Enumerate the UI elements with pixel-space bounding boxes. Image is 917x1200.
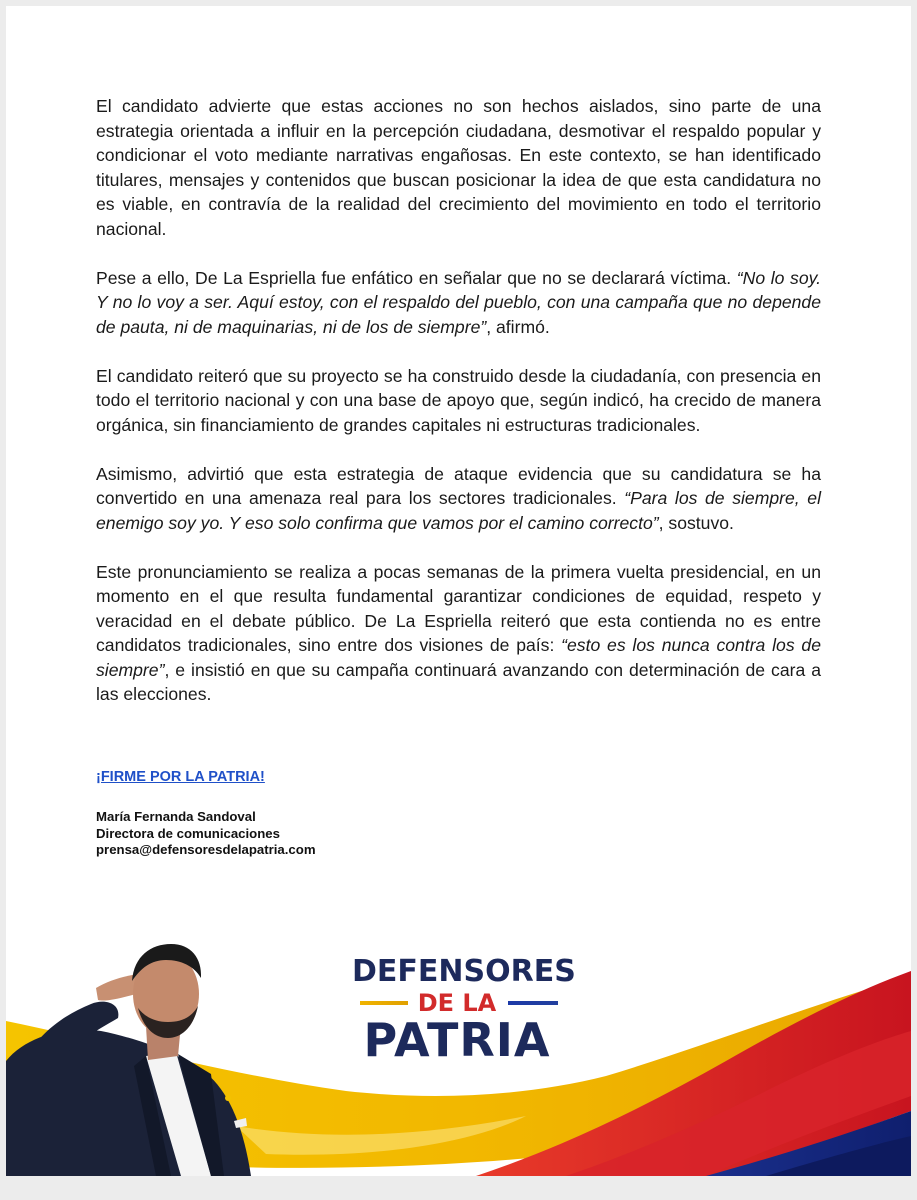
document-page bbox=[6, 6, 911, 1176]
press-release-body bbox=[96, 94, 821, 731]
defensores-de-la-patria-logo bbox=[352, 954, 576, 1067]
paragraph-4-text-a: Asimismo, advirtió que esta estrategia de ataque evidencia que su candidatura se ha convertido en una amenaza real para los sectores tradicionales. bbox=[96, 463, 821, 508]
paragraph-4-text-b: , sostuvo. bbox=[658, 512, 734, 533]
paragraph-3: El candidato reiteró que su proyecto se ha construido desde la ciudadanía, con presencia en todo el territorio nacional y con una base de apoyo que, según indicó, ha crecido de manera orgánica, sin financiamiento de grandes capitales ni estructuras tradicionales. bbox=[96, 365, 821, 435]
paragraph-4 bbox=[96, 462, 821, 536]
paragraph-2 bbox=[96, 266, 821, 340]
signature-block bbox=[96, 809, 316, 859]
signature-title: Directora de comunicaciones bbox=[96, 825, 280, 841]
paragraph-5-text-b: , e insistió en que su campaña continuará avanzando con determinación de cara a las elecciones. bbox=[96, 659, 821, 704]
paragraph-5-quote: “esto es los nunca contra los de siempre” bbox=[96, 635, 821, 680]
paragraph-4-quote: “Para los de siempre, el enemigo soy yo. Y eso solo confirma que vamos por el camino correcto” bbox=[96, 488, 821, 533]
logo-line-3: PATRIA bbox=[363, 1013, 551, 1067]
candidate-portrait bbox=[6, 944, 251, 1176]
paragraph-5 bbox=[96, 560, 821, 707]
paragraph-2-text-a: Pese a ello, De La Espriella fue enfático en señalar que no se declarará víctima. bbox=[96, 267, 737, 288]
signature-name: María Fernanda Sandoval bbox=[96, 809, 256, 824]
paragraph-1: El candidato advierte que estas acciones no son hechos aislados, sino parte de una estrategia orientada a influir en la percepción ciudadana, desmotivar el respaldo popular y condicionar el voto mediante narrativas engañosas. En este contexto, se han identificado titulares, mensajes y contenidos que buscan posicionar la idea de que esta candidatura no es viable, en contravía de la realidad del crecimiento del movimiento en todo el territorio nacional. bbox=[96, 96, 821, 239]
logo-yellow-stripe bbox=[360, 1001, 408, 1005]
slogan-link[interactable]: ¡FIRME POR LA PATRIA! bbox=[96, 769, 265, 785]
signature-email: prensa@defensoresdelapatria.com bbox=[96, 842, 316, 857]
paragraph-5-text-a: Este pronunciamiento se realiza a pocas semanas de la primera vuelta presidencial, en un momento en el que resulta fundamental garantizar condiciones de equidad, respeto y veracidad en el debate público. De La Espriella reiteró que esta contienda no es entre candidatos tradicionales, sino entre dos visiones de país: bbox=[96, 561, 821, 655]
logo-line-2: DE LA bbox=[417, 989, 497, 1017]
logo-line-1: DEFENSORES bbox=[352, 954, 576, 989]
logo-blue-stripe bbox=[508, 1001, 558, 1005]
paragraph-2-quote: “No lo soy. Y no lo voy a ser. Aquí estoy, con el respaldo del pueblo, con una campaña que no depende de pauta, ni de maquinarias, ni de los de siempre” bbox=[96, 267, 822, 337]
paragraph-2-text-b: , afirmó. bbox=[486, 316, 550, 337]
